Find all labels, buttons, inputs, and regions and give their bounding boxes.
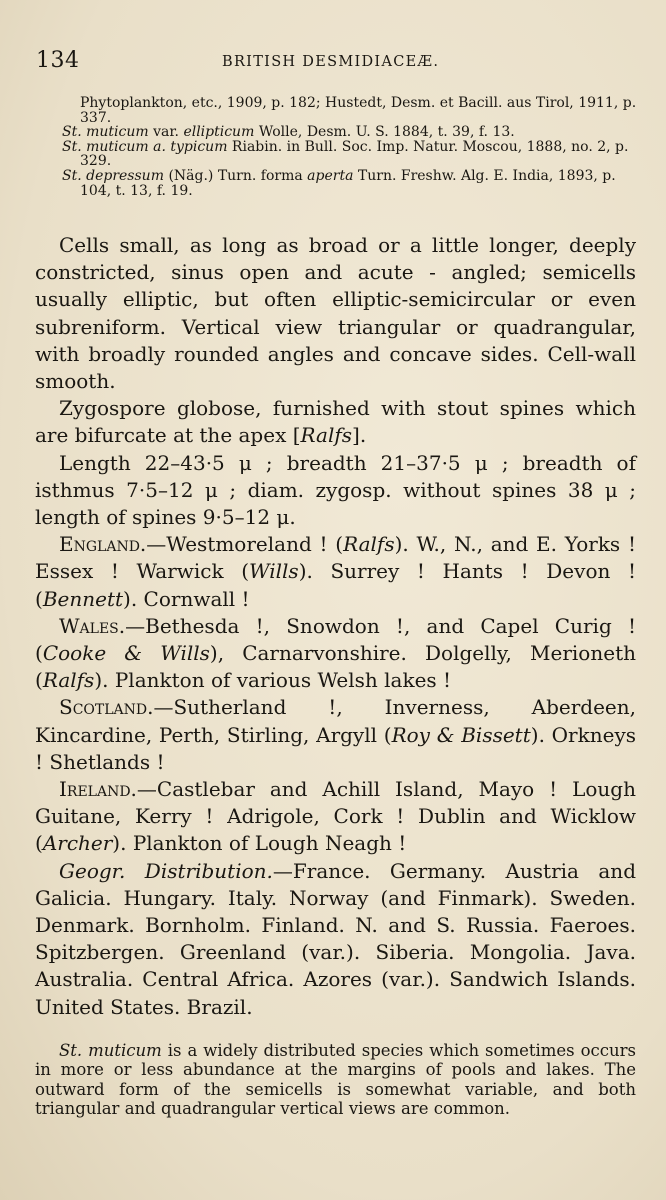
synonym-variety: typicum — [170, 138, 228, 155]
region-label-scotland: Scotland. — [59, 695, 154, 720]
synonym-var-prefix: var. — [153, 124, 179, 141]
synonymy-list — [62, 96, 640, 198]
authority-ralfs: Ralfs — [42, 668, 95, 693]
measurements-text: Length 22–43·5 μ ; breadth 21–37·5 μ ; breadth of isthmus 7·5–12 μ ; diam. zygosp. without spines 38 μ ; length of spines 9·5–12 μ. — [35, 450, 636, 530]
page-number: 134 — [36, 48, 80, 73]
england-text: ). W., N., and E. Yorks ! Essex ! Warwick ( — [35, 532, 636, 584]
distribution-ireland — [35, 776, 636, 858]
authority-cooke-wills: Cooke & Wills — [42, 641, 210, 666]
authority-ralfs: Ralfs — [343, 532, 395, 557]
synonym-forma: aperta — [307, 167, 354, 184]
synonym-species: depressum — [86, 167, 164, 184]
zygospore-description: Zygospore globose, furnished with stout spines which are bifurcate at the apex [Ralfs]. — [35, 396, 636, 448]
distribution-scotland — [35, 694, 636, 776]
synonym-citation: Wolle, Desm. U. S. 1884, t. 39, f. 13. — [258, 124, 515, 141]
synonym-variety: ellipticum — [183, 124, 255, 141]
synonym-genus: St. — [62, 138, 82, 155]
wales-text: ). Plankton of various Welsh lakes ! — [94, 668, 452, 693]
note-text: is a widely distributed species which sometimes occurs in more or less abundance at the margins of pools and lakes. The outward form of the semicells is somewhat variable, and both triangular and quadrangular vertical views are common. — [35, 1041, 636, 1119]
synonym-depressum — [62, 169, 640, 198]
synonym-species: muticum — [86, 138, 149, 155]
synonym-citation: Turn. Freshw. Alg. E. India, 1893, p. 104, t. 13, f. 19. — [80, 167, 616, 199]
cell-description-text: Cells small, as long as broad or a little longer, deeply constricted, sinus open and acute - angled; semicells usually elliptic, but often elliptic-semicircular or even subreniform. Vertical view triangular or quadrangular, with broadly rounded angles and concave sides. Cell-wall smooth. — [35, 233, 636, 394]
england-text: ). Cornwall ! — [123, 586, 250, 611]
note-paragraph — [35, 1041, 636, 1119]
synonym-var-prefix: a. — [153, 138, 166, 155]
authority-wills: Wills — [249, 559, 299, 584]
measurements — [35, 450, 636, 532]
synonym-riabin — [62, 140, 640, 169]
region-label-ireland: Ireland. — [59, 777, 137, 802]
wales-text: —Bethesda !, Snowdon !, and Capel Curig ! ( — [35, 613, 636, 666]
ireland-text: ). Plankton of Lough Neagh ! — [112, 831, 407, 856]
scotland-text: ). Orkneys ! Shetlands ! — [35, 722, 637, 774]
region-label-wales: Wales. — [59, 613, 126, 638]
synonym-citation: Riabin. in Bull. Soc. Imp. Natur. Moscou, 1888, no. 2, p. 329. — [80, 138, 629, 170]
synonym-author: (Näg.) Turn. forma — [168, 167, 303, 184]
synonym-species: muticum — [86, 124, 149, 141]
synonym-text: Phytoplankton, etc., 1909, p. 182; Hustedt, Desm. et Bacill. aus Tirol, 1911, p. 337. — [80, 95, 637, 126]
authority-roy-bissett: Roy & Bissett — [391, 722, 531, 747]
authority-archer: Archer — [42, 831, 113, 856]
scotland-text: —Sutherland !, Inverness, Aberdeen, Kincardine, Perth, Stirling, Argyll ( — [35, 695, 636, 747]
synonym-genus: St. — [62, 167, 82, 184]
authority-bennett: Bennett — [42, 586, 124, 611]
species-description — [35, 232, 636, 1021]
synonym-hustedt — [62, 96, 640, 125]
synonym-wolle — [62, 125, 640, 140]
region-label-england: England. — [59, 532, 147, 557]
cell-description — [35, 232, 636, 395]
england-text: —Westmoreland ! ( — [146, 532, 344, 557]
distribution-wales — [35, 613, 636, 695]
distribution-england — [35, 531, 636, 613]
geogr-label: Geogr. Distribution. — [59, 858, 273, 883]
note-species: St. muticum — [59, 1041, 162, 1060]
ireland-text: —Castlebar and Achill Island, Mayo ! Lough Guitane, Kerry ! Adrigole, Cork ! Dublin and Wicklow ( — [35, 777, 636, 856]
geogr-text: —France. Germany. Austria and Galicia. Hungary. Italy. Norway (and Finmark). Sweden. Denmark. Bornholm. Finland. N. and S. Russia. Faeroes. Spitzbergen. Greenland (var.). Siberia. Mongolia. Java. Australia. Central Africa. Azores (var.). Sandwich Islands. United States. Brazil. — [35, 858, 636, 1019]
england-text: ). Surrey ! Hants ! Devon ! ( — [35, 559, 636, 611]
wales-text: ), Carnarvonshire. Dolgelly, Merioneth ( — [35, 641, 636, 693]
geographic-distribution — [35, 858, 636, 1021]
synonym-genus: St. — [62, 124, 82, 141]
species-note — [35, 1041, 636, 1119]
zygospore-text: Zygospore globose, furnished with stout spines which are bifurcate at the apex — [35, 396, 636, 448]
running-head: BRITISH DESMIDIACEÆ. — [222, 54, 440, 70]
page-header — [36, 48, 644, 78]
zygospore-reference: Ralfs — [300, 423, 353, 448]
